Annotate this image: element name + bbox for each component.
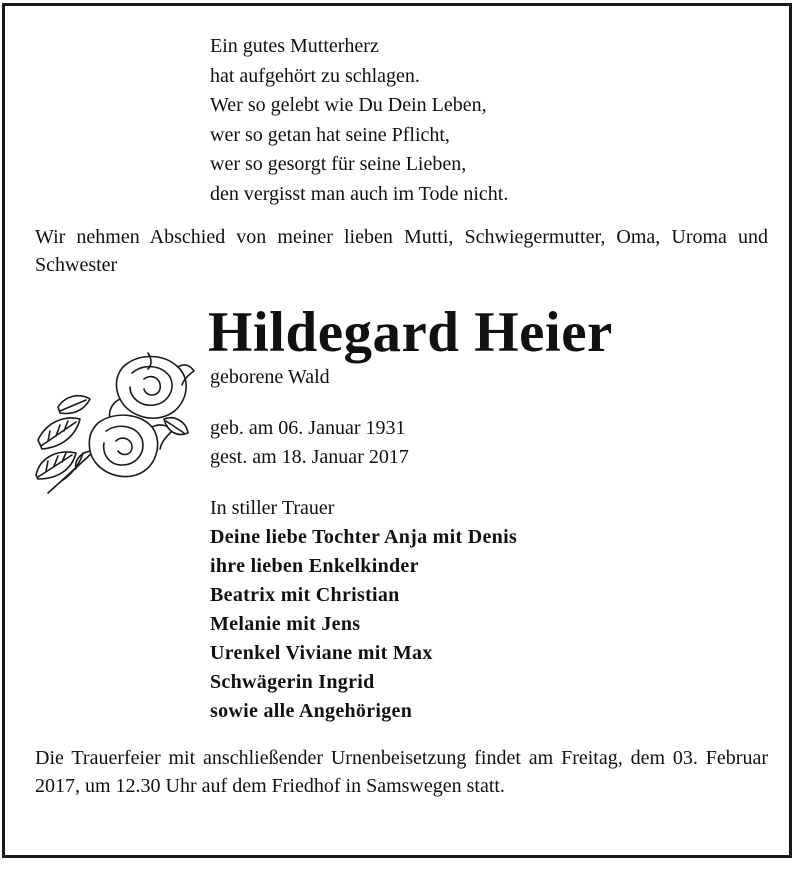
deceased-name: Hildegard Heier xyxy=(208,301,613,364)
mourner-name: Deine liebe Tochter Anja mit Denis xyxy=(210,526,518,548)
poem-line: Wer so gelebt wie Du Dein Leben, xyxy=(210,94,487,116)
poem-line: Ein gutes Mutterherz xyxy=(210,35,379,57)
rose-illustration-icon xyxy=(28,345,198,495)
poem-line: wer so gesorgt für seine Lieben, xyxy=(210,153,467,175)
birth-date: geb. am 06. Januar 1931 xyxy=(210,417,406,439)
farewell-intro: Wir nehmen Abschied von meiner lieben Mutti, Schwiegermutter, Oma, Uroma und Schwester xyxy=(35,226,768,276)
mourner-name: sowie alle Angehörigen xyxy=(210,700,413,722)
memorial-poem xyxy=(210,32,508,209)
mourner-name: Melanie mit Jens xyxy=(210,613,361,635)
death-date: gest. am 18. Januar 2017 xyxy=(210,446,409,468)
funeral-details: Die Trauerfeier mit anschließender Urnenbeisetzung findet am Freitag, dem 03. Februar 2017, um 12.30 Uhr auf dem Friedhof in Samswegen statt. xyxy=(35,747,768,797)
mourner-name: Schwägerin Ingrid xyxy=(210,671,375,693)
poem-line: wer so getan hat seine Pflicht, xyxy=(210,123,450,146)
mourning-heading: In stiller Trauer xyxy=(210,497,335,519)
maiden-name: geborene Wald xyxy=(210,366,330,388)
mourners-list xyxy=(210,494,517,726)
mourner-name: Urenkel Viviane mit Max xyxy=(210,642,433,664)
poem-line: hat aufgehört zu schlagen. xyxy=(210,64,420,87)
mourner-name: Beatrix mit Christian xyxy=(210,584,400,606)
mourner-name: ihre lieben Enkelkinder xyxy=(210,555,419,577)
poem-line: den vergisst man auch im Tode nicht. xyxy=(210,182,509,205)
life-dates xyxy=(210,414,409,472)
